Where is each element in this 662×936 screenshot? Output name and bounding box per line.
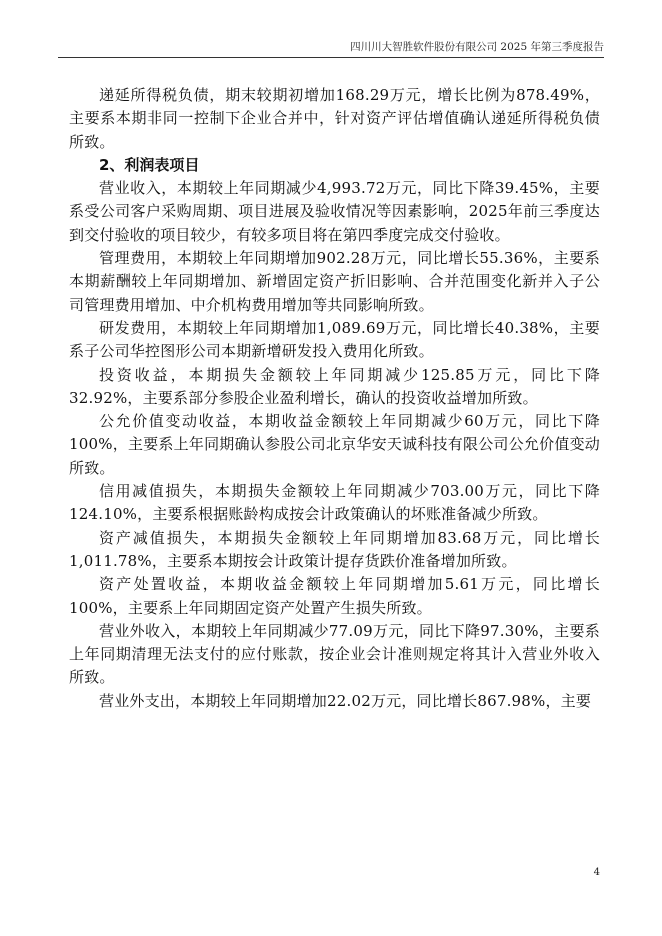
- page-header-title: 四川川大智胜软件股份有限公司 2025 年第三季度报告: [350, 41, 604, 53]
- page-number: 4: [593, 867, 600, 878]
- document-body: [69, 84, 600, 713]
- paragraph-non-operating-expenses: 营业外支出，本期较上年同期增加22.02万元，同比增长867.98%，主要: [99, 691, 592, 710]
- paragraph-deferred-tax-liabilities: 递延所得税负债，期末较期初增加168.29万元，增长比例为878.49%，主要系本期非同一控制下企业合并中，针对资产评估增值确认递延所得税负债所致。: [69, 86, 600, 151]
- paragraph-credit-impairment: 信用减值损失，本期损失金额较上年同期减少703.00万元，同比下降124.10%，主要系根据账龄构成按会计政策确认的坏账准备减少所致。: [69, 482, 600, 524]
- paragraph-rd-expenses: 研发费用，本期较上年同期增加1,089.69万元，同比增长40.38%，主要系子公司华控图形公司本期新增研发投入费用化所致。: [69, 318, 600, 361]
- paragraph-fair-value-change: 公允价值变动收益，本期收益金额较上年同期减少60万元，同比下降100%，主要系上年同期确认参股公司北京华安天诚科技有限公司公允价值变动所致。: [69, 412, 600, 477]
- paragraph-administrative-expenses: 管理费用，本期较上年同期增加902.28万元，同比增长55.36%，主要系本期薪酬较上年同期增加、新增固定资产折旧影响、合并范围变化新并入子公司管理费用增加、中介机构费用增加等共同影响所致。: [69, 249, 600, 314]
- header-rule: [58, 57, 604, 58]
- paragraph-operating-revenue: 营业收入，本期较上年同期减少4,993.72万元，同比下降39.45%，主要系受公司客户采购周期、项目进展及验收情况等因素影响，2025年前三季度达到交付验收的项目较少，有较多项目将在第四季度完成交付验收。: [69, 179, 600, 244]
- paragraph-investment-income: 投资收益，本期损失金额较上年同期减少125.85万元，同比下降32.92%，主要系部分参股企业盈利增长，确认的投资收益增加所致。: [69, 365, 600, 407]
- section-heading-income-statement: 2、利润表项目: [99, 155, 200, 174]
- paragraph-non-operating-income: 营业外收入，本期较上年同期减少77.09万元，同比下降97.30%，主要系上年同期清理无法支付的应付账款，按企业会计准则规定将其计入营业外收入所致。: [69, 621, 600, 687]
- paragraph-asset-impairment: 资产减值损失，本期损失金额较上年同期增加83.68万元，同比增长1,011.78%，主要系本期按会计政策计提存货跌价准备增加所致。: [69, 528, 600, 570]
- paragraph-asset-disposal: 资产处置收益，本期收益金额较上年同期增加5.61万元，同比增长100%，主要系上年同期固定资产处置产生损失所致。: [69, 575, 600, 617]
